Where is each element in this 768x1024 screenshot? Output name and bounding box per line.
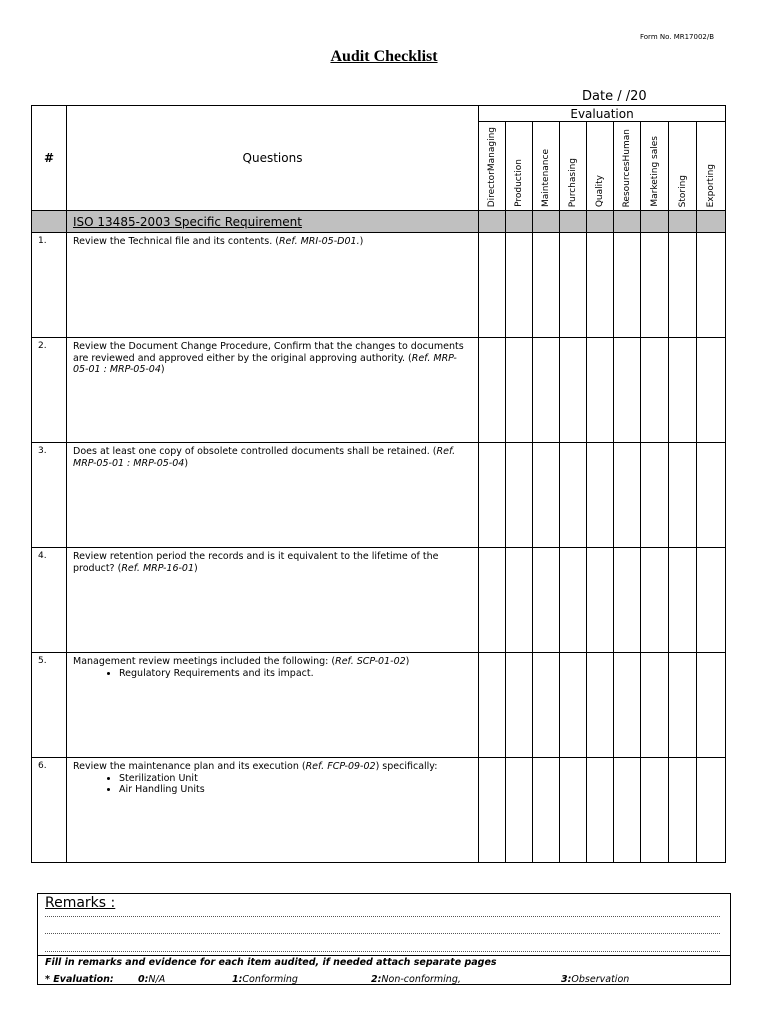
evaluation-cell[interactable]	[587, 758, 614, 863]
department-label: Purchasing	[568, 157, 578, 207]
evaluation-cell[interactable]	[479, 233, 506, 338]
department-header-6	[641, 122, 669, 211]
department-label: Maintenance	[541, 149, 551, 207]
question-body-end: )	[160, 364, 165, 375]
department-label: Quality	[595, 174, 605, 207]
question-body-end: )	[405, 656, 410, 667]
remarks-title: Remarks :	[45, 895, 116, 911]
question-reference: Ref. MRP-05-01 : MRP-05-04	[73, 446, 456, 469]
evaluation-cell[interactable]	[669, 758, 697, 863]
legend-code-2: 2:	[371, 974, 382, 985]
row-number: 3.	[32, 443, 67, 548]
evaluation-cell[interactable]	[560, 653, 587, 758]
department-label: ResourcesHuman	[622, 128, 632, 207]
list-item: • Air Handling Units	[119, 784, 470, 796]
legend-text-1: Conforming	[242, 974, 298, 985]
evaluation-cell[interactable]	[533, 548, 560, 653]
question-text	[67, 653, 479, 758]
question-body: Does at least one copy of obsolete controlled documents shall be retained. (	[73, 446, 437, 457]
question-reference: Ref. FCP-09-02	[305, 761, 376, 772]
evaluation-cell[interactable]	[479, 338, 506, 443]
evaluation-cell[interactable]	[669, 338, 697, 443]
question-body-end: )	[184, 457, 189, 469]
evaluation-cell[interactable]	[560, 443, 587, 548]
department-label: DirectorManaging	[487, 126, 497, 207]
department-header-0	[479, 122, 506, 211]
row-number: 6.	[32, 758, 67, 863]
evaluation-cell[interactable]	[614, 443, 641, 548]
evaluation-cell[interactable]	[641, 653, 669, 758]
evaluation-cell[interactable]	[533, 338, 560, 443]
question-text	[67, 443, 479, 548]
evaluation-cell[interactable]	[669, 653, 697, 758]
question-bullets	[73, 773, 470, 796]
list-item: • Regulatory Requirements and its impact.	[119, 668, 470, 680]
question-body-end: ) specifically:	[375, 761, 438, 772]
page-title-text: Audit Checklist	[330, 48, 438, 65]
department-label: Marketing sales	[649, 136, 660, 207]
question-reference: Ref. MRP-05-01 : MRP-05-04	[73, 352, 457, 375]
evaluation-cell[interactable]	[641, 233, 669, 338]
evaluation-cell[interactable]	[506, 548, 533, 653]
evaluation-cell[interactable]	[506, 653, 533, 758]
evaluation-header: Evaluation	[479, 106, 726, 122]
row-number: 1.	[32, 233, 67, 338]
legend-code-1: 1:	[232, 974, 243, 985]
row-number: 4.	[32, 548, 67, 653]
evaluation-cell[interactable]	[641, 758, 669, 863]
table-row	[32, 758, 726, 863]
legend-code-0: 0:	[138, 974, 149, 985]
table-row	[32, 233, 726, 338]
evaluation-cell[interactable]	[641, 443, 669, 548]
department-label: Exporting	[706, 163, 717, 207]
evaluation-cell[interactable]	[697, 338, 726, 443]
date-field[interactable]: Date / /20	[582, 89, 647, 104]
department-header-7	[669, 122, 697, 211]
table-row	[32, 338, 726, 443]
department-label: Production	[514, 159, 524, 207]
evaluation-cell[interactable]	[587, 443, 614, 548]
evaluation-cell[interactable]	[614, 338, 641, 443]
page-title	[0, 48, 768, 66]
department-label: Storing	[677, 174, 688, 207]
evaluation-cell[interactable]	[587, 233, 614, 338]
legend-label: * Evaluation:	[45, 974, 114, 985]
department-header-2	[533, 122, 560, 211]
evaluation-cell[interactable]	[614, 653, 641, 758]
question-body: Review the maintenance plan and its execution (	[73, 761, 306, 772]
evaluation-cell[interactable]	[479, 653, 506, 758]
department-header-4	[587, 122, 614, 211]
evaluation-cell[interactable]	[587, 653, 614, 758]
legend-text-2: Non-conforming,	[381, 974, 461, 985]
evaluation-cell[interactable]	[614, 548, 641, 653]
evaluation-cell[interactable]	[533, 443, 560, 548]
evaluation-cell[interactable]	[641, 338, 669, 443]
department-header-8	[697, 122, 726, 211]
evaluation-cell[interactable]	[560, 758, 587, 863]
question-text	[67, 548, 479, 653]
remarks-box	[37, 893, 731, 985]
legend-text-0: N/A	[148, 974, 166, 985]
legend-text-3: Observation	[571, 974, 630, 985]
question-body-end: )	[194, 562, 198, 574]
evaluation-cell[interactable]	[587, 338, 614, 443]
list-item: • Sterilization Unit	[119, 773, 470, 785]
evaluation-cell[interactable]	[479, 443, 506, 548]
evaluation-cell[interactable]	[506, 443, 533, 548]
evaluation-cell[interactable]	[697, 653, 726, 758]
table-row	[32, 548, 726, 653]
row-number: 5.	[32, 653, 67, 758]
question-body: Review the Technical file and its contents. (	[73, 236, 279, 247]
remarks-line-2[interactable]	[45, 933, 720, 934]
evaluation-cell[interactable]	[506, 233, 533, 338]
question-reference: Ref. MRI-05-D01.	[278, 236, 360, 247]
question-text	[67, 338, 479, 443]
hash-header: #	[32, 106, 67, 211]
table-row	[32, 653, 726, 758]
evaluation-cell[interactable]	[641, 548, 669, 653]
evaluation-cell[interactable]	[669, 443, 697, 548]
question-body: Management review meetings included the following: (	[73, 656, 336, 667]
remarks-note: Fill in remarks and evidence for each item audited, if needed attach separate pages	[38, 955, 730, 969]
evaluation-cell[interactable]	[560, 338, 587, 443]
evaluation-cell[interactable]	[560, 548, 587, 653]
question-reference: Ref. MRP-16-01	[121, 562, 195, 574]
evaluation-cell[interactable]	[697, 233, 726, 338]
question-bullets	[73, 668, 470, 680]
evaluation-cell[interactable]	[479, 548, 506, 653]
evaluation-cell[interactable]	[669, 233, 697, 338]
evaluation-cell[interactable]	[669, 548, 697, 653]
evaluation-cell[interactable]	[587, 548, 614, 653]
evaluation-cell[interactable]	[533, 233, 560, 338]
section-num-cell	[32, 211, 67, 233]
evaluation-cell[interactable]	[506, 758, 533, 863]
question-body: Review retention period the records and is it equivalent to the lifetime of the product? (	[73, 551, 439, 574]
question-text	[67, 233, 479, 338]
question-body-end: )	[359, 236, 364, 247]
section-row	[32, 211, 726, 233]
table-row	[32, 443, 726, 548]
evaluation-cell[interactable]	[697, 758, 726, 863]
section-title: ISO 13485-2003 Specific Requirement	[67, 211, 479, 233]
evaluation-cell[interactable]	[697, 443, 726, 548]
questions-header: Questions	[67, 106, 479, 211]
evaluation-cell[interactable]	[479, 758, 506, 863]
legend-code-3: 3:	[561, 974, 572, 985]
audit-checklist-table	[31, 105, 726, 863]
question-reference: Ref. SCP-01-02	[335, 656, 406, 667]
row-number: 2.	[32, 338, 67, 443]
remarks-line-1[interactable]	[45, 916, 720, 917]
department-header-3	[560, 122, 587, 211]
evaluation-cell[interactable]	[614, 233, 641, 338]
evaluation-cell[interactable]	[697, 548, 726, 653]
evaluation-cell[interactable]	[533, 653, 560, 758]
department-header-5	[614, 122, 641, 211]
evaluation-cell[interactable]	[533, 758, 560, 863]
evaluation-cell[interactable]	[506, 338, 533, 443]
evaluation-cell[interactable]	[614, 758, 641, 863]
form-number: Form No. MR17002/B	[640, 33, 715, 41]
question-text	[67, 758, 479, 863]
department-header-1	[506, 122, 533, 211]
remarks-line-3[interactable]	[45, 951, 720, 952]
evaluation-cell[interactable]	[560, 233, 587, 338]
question-body: Review the Document Change Procedure, Confirm that the changes to documents are reviewed and approved either by the original approving authority. (	[73, 341, 464, 364]
